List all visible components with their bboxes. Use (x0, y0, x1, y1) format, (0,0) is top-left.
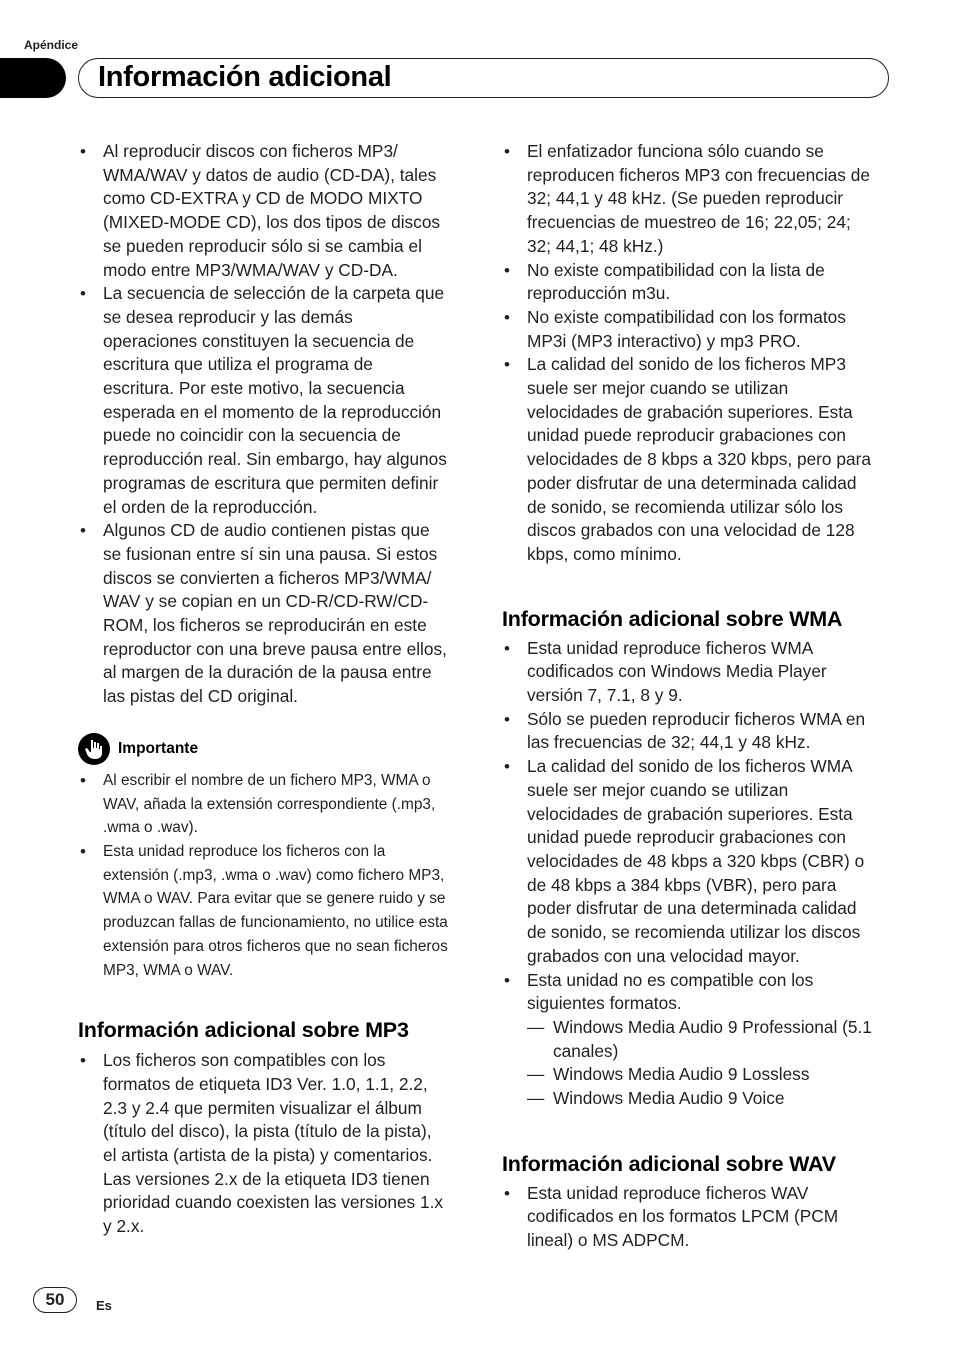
warning-hand-icon (78, 733, 110, 765)
wma-heading: Información adicional sobre WMA (502, 606, 843, 631)
mp3-heading: Información adicional sobre MP3 (78, 1018, 409, 1043)
list-item: • No existe compatibilidad con los formatos MP3i (MP3 interactivo) y mp3 PRO. (502, 306, 872, 353)
list-item: • No existe compatibilidad con la lista de reproducción m3u. (502, 259, 872, 306)
right-column (502, 140, 872, 1253)
important-list (78, 769, 448, 982)
list-item: — Windows Media Audio 9 Voice (527, 1087, 872, 1111)
list-item: • Esta unidad reproduce ficheros WMA codificados con Windows Media Player versión 7, 7.1, 8 y 9. (502, 637, 872, 708)
page-number: 50 (33, 1287, 77, 1313)
language-code: Es (96, 1298, 112, 1313)
list-item: • Esta unidad reproduce ficheros WAV codificados en los formatos LPCM (PCM lineal) o MS ADPCM. (502, 1182, 872, 1253)
list-item: • La secuencia de selección de la carpeta que se desea reproducir y las demás operaciones constituyen la secuencia de escritura que utiliza el programa de escritura. Por este motivo, la secuencia esperada en el momento de la reproducción puede no coincidir con la secuencia de reproducción real. Sin embargo, hay algunos programas de escritura que permiten definir el orden de la reproducción. (78, 282, 448, 519)
list-item: • Sólo se pueden reproducir ficheros WMA en las frecuencias de 32; 44,1 y 48 kHz. (502, 708, 872, 755)
list-item: • Al reproducir discos con ficheros MP3/ WMA/WAV y datos de audio (CD-DA), tales como CD-EXTRA y CD de MODO MIXTO (MIXED-MODE CD), los dos tipos de discos se pueden reproducir sólo si se cambia el modo entre MP3/WMA/WAV y CD-DA. (78, 140, 448, 282)
list-item: • Algunos CD de audio contienen pistas que se fusionan entre sí sin una pausa. Si estos discos se convierten a ficheros MP3/WMA/ WAV y se copian en un CD-R/CD-RW/CD-ROM, los ficheros se reproducirán en este reproductor con una breve pausa entre ellos, al margen de la duración de la pausa entre las pistas del CD original. (78, 519, 448, 709)
mp3-continued-list (502, 140, 872, 567)
list-item: • El enfatizador funciona sólo cuando se reproducen ficheros MP3 con frecuencias de 32; 44,1 y 48 kHz. (Se pueden reproducir frecuencias de muestreo de 16; 22,05; 24; 32; 44,1; 48 kHz.) (502, 140, 872, 259)
wav-list (502, 1182, 872, 1253)
intro-list (78, 140, 448, 709)
list-item: • La calidad del sonido de los ficheros MP3 suele ser mejor cuando se utilizan velocidades de grabación superiores. Esta unidad puede reproducir grabaciones con velocidades de 8 kbps a 320 kbps, pero para poder disfrutar de una determinada calidad de sonido, se recomienda utilizar sólo los discos grabados con una velocidad de 128 kbps, como mínimo. (502, 353, 872, 566)
wma-list (502, 637, 872, 1016)
breadcrumb: Apéndice (24, 38, 79, 52)
page-title: Información adicional (98, 61, 392, 93)
left-column (78, 140, 448, 1239)
list-item: • Esta unidad no es compatible con los siguientes formatos. (502, 969, 872, 1016)
wma-format-list (527, 1016, 872, 1111)
section-tab-marker (0, 58, 66, 98)
list-item: — Windows Media Audio 9 Lossless (527, 1063, 872, 1087)
list-item: • Los ficheros son compatibles con los formatos de etiqueta ID3 Ver. 1.0, 1.1, 2.2, 2.3 y 2.4 que permiten visualizar el álbum (título del disco), la pista (título de la pista), el artista (artista de la pista) y comentarios. Las versiones 2.x de la etiqueta ID3 tienen prioridad cuando coexisten las versiones 1.x y 2.x. (78, 1049, 448, 1239)
list-item: • Al escribir el nombre de un fichero MP3, WMA o WAV, añada la extensión correspondiente (.mp3, .wma o .wav). (78, 769, 448, 840)
list-item: • La calidad del sonido de los ficheros WMA suele ser mejor cuando se utilizan velocidades de grabación superiores. Esta unidad puede reproducir grabaciones con velocidades de 48 kbps a 320 kbps (CBR) o de 48 kbps a 384 kbps (VBR), pero para poder disfrutar de una determinada calidad de sonido, se recomienda utilizar los discos grabados con una velocidad mayor. (502, 755, 872, 968)
important-note (78, 734, 448, 764)
important-label: Importante (118, 739, 199, 757)
list-item: — Windows Media Audio 9 Professional (5.1 canales) (527, 1016, 872, 1063)
wav-heading: Información adicional sobre WAV (502, 1151, 836, 1176)
mp3-list (78, 1049, 448, 1239)
list-item: • Esta unidad reproduce los ficheros con la extensión (.mp3, .wma o .wav) como fichero MP3, WMA o WAV. Para evitar que se genere ruido y se produzcan fallas de funcionamiento, no utilice esta extensión para otros ficheros que no sean ficheros MP3, WMA o WAV. (78, 840, 448, 982)
